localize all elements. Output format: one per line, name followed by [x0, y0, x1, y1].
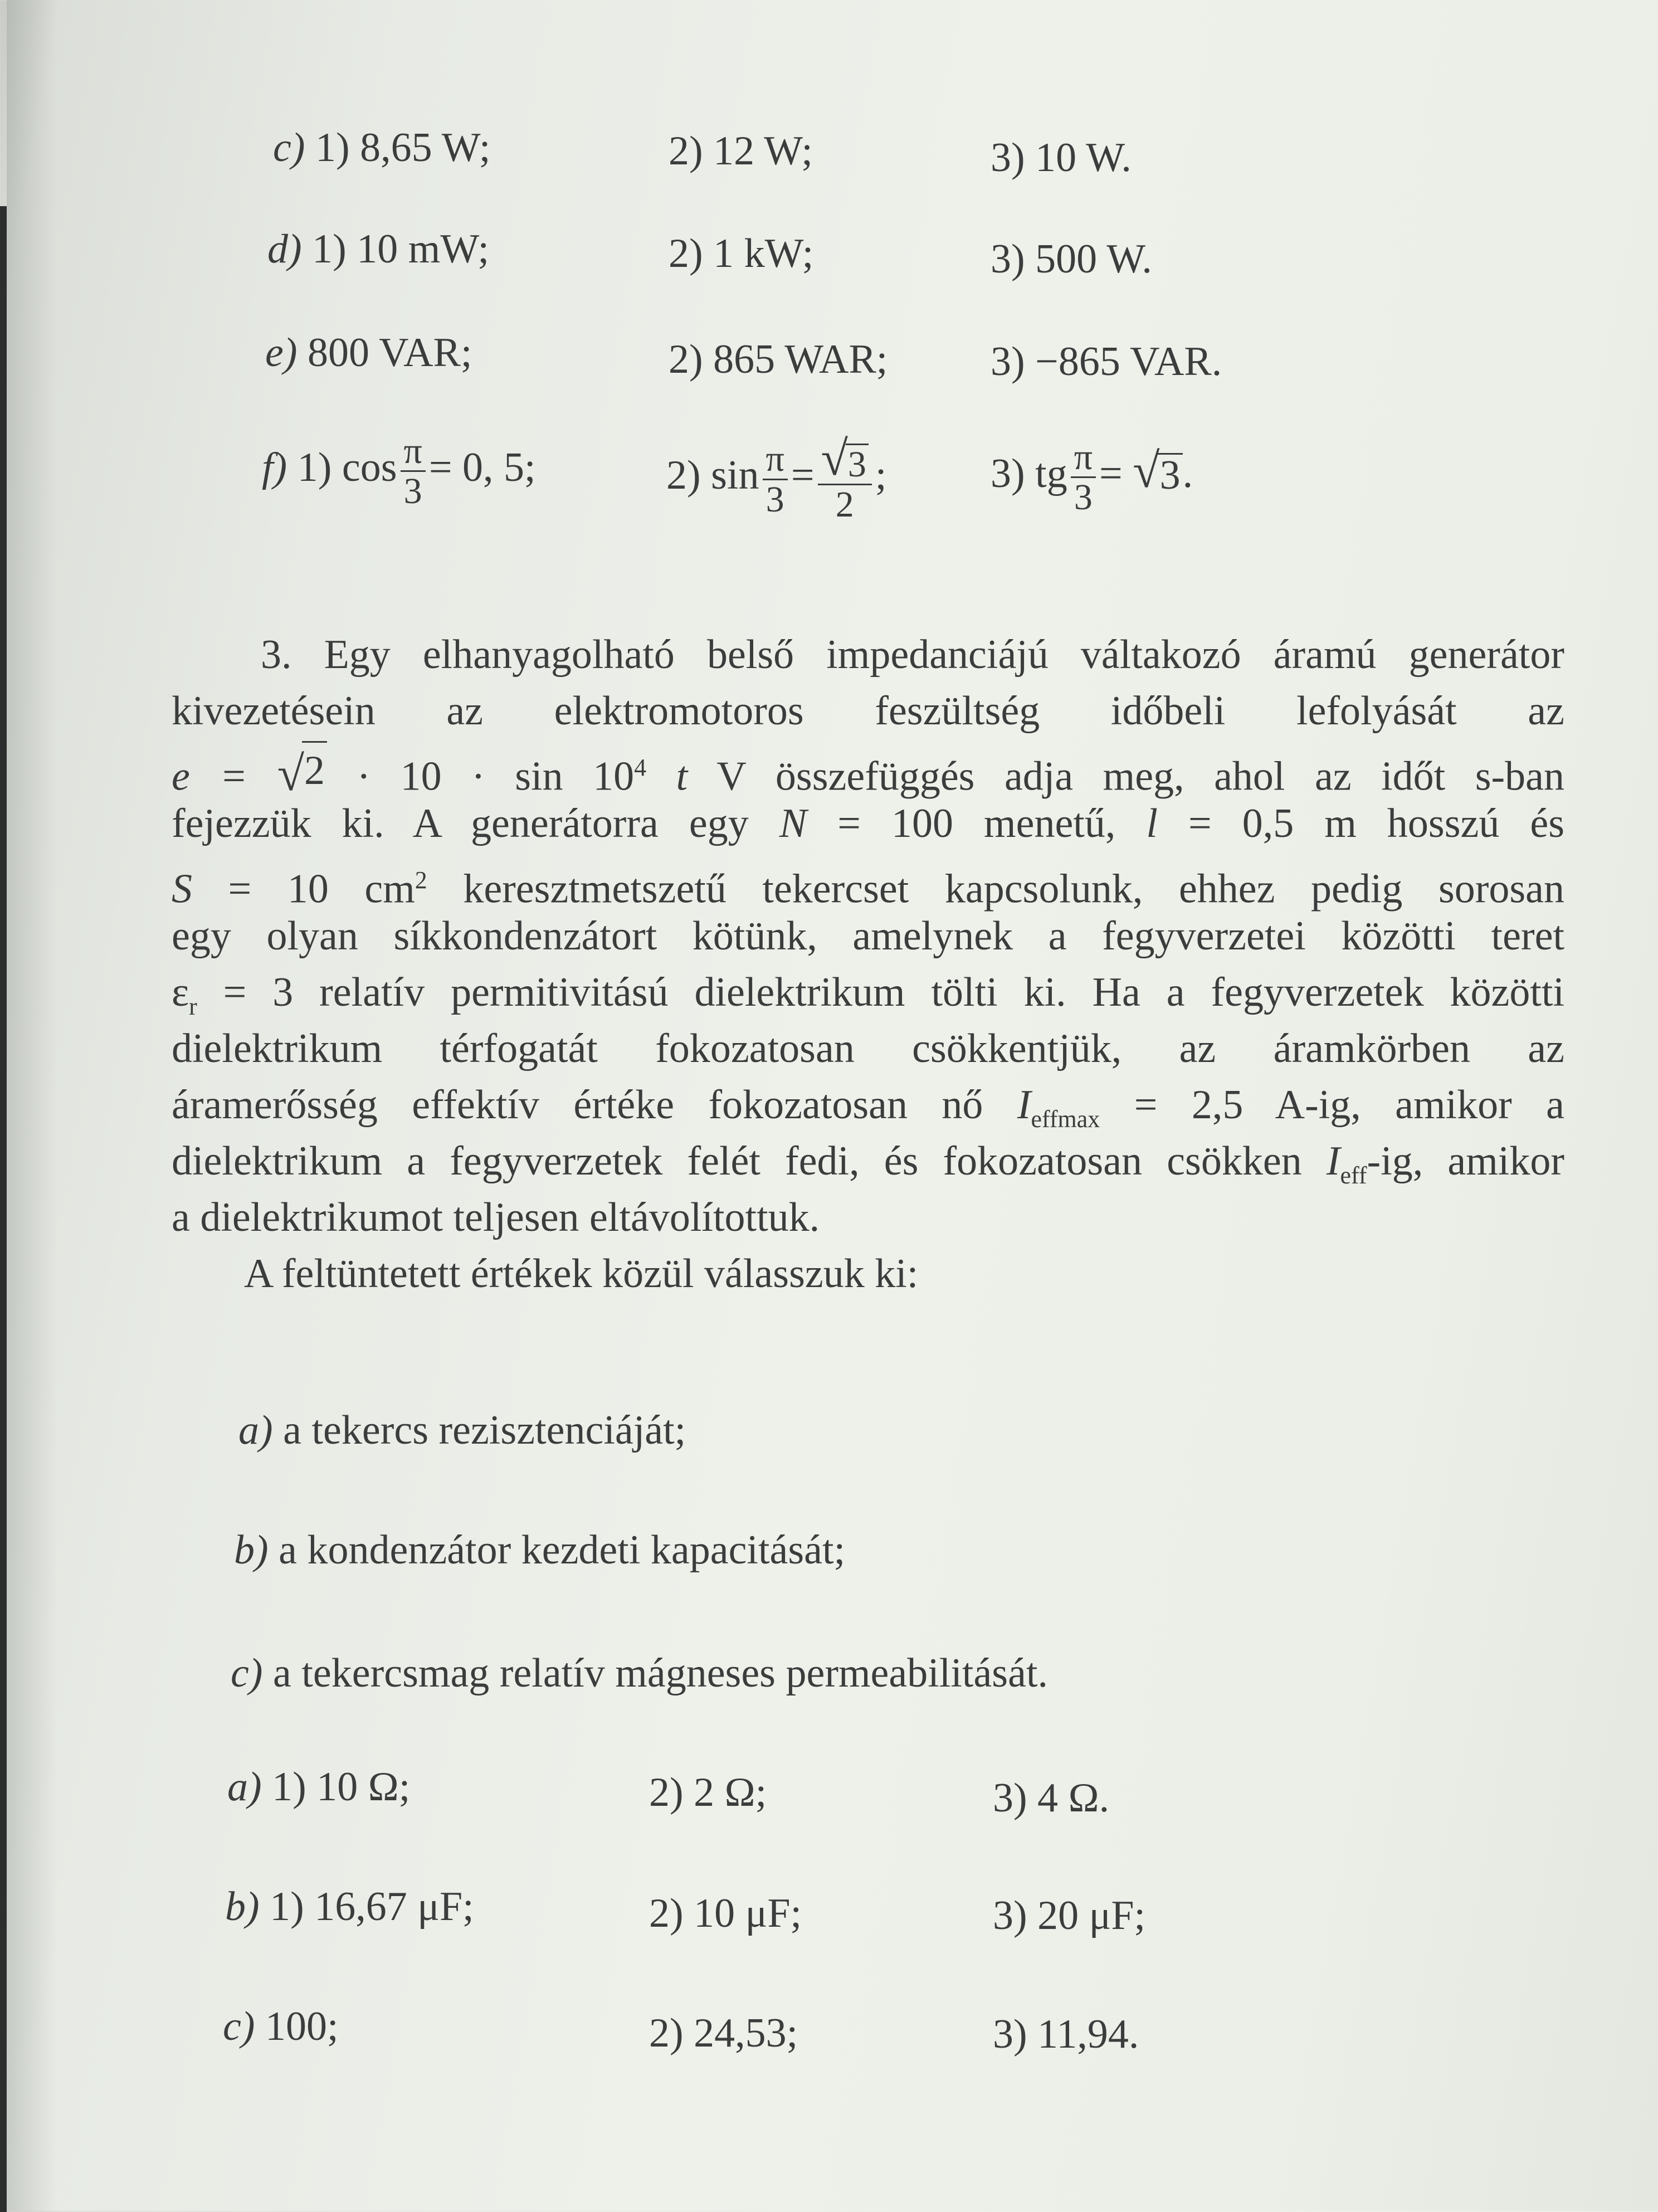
sqrt-sign: √ 2: [277, 741, 327, 799]
answer-row-a: [227, 1764, 411, 1810]
answer-row-b-col2: [649, 1893, 802, 1934]
problem-line: 3. Egy elhanyagolható belső impedanciájú váltakozó áramú generátor: [261, 632, 1564, 678]
option-row-f-col3: 3) tg $\frac{\pi}{3}$ = √ 3 .: [991, 437, 1193, 518]
option-row-d: [267, 228, 489, 270]
answer-value-2: 2) 10 μF;: [649, 1891, 802, 1936]
answer-value-3: 3) 4 Ω.: [993, 1775, 1110, 1821]
problem-line: $\varepsilon_r = 3$ relatív permitivitású dielektrikum tölti ki. Ha a fegyverzetek közötti: [172, 969, 1564, 1020]
answer-value-2: 2) 24,53;: [649, 2010, 798, 2056]
option-label: f): [262, 444, 287, 490]
problem-line: fejezzük ki. A generátorra egy N = 100 menetű, l = 0,5 m hosszú és: [172, 801, 1565, 846]
question-text: a tekercs rezisztenciáját;: [283, 1407, 686, 1453]
answer-row-b: [225, 1884, 474, 1930]
option-value-1: 1) 8,65 W;: [315, 125, 491, 170]
option-row-f: [262, 432, 536, 511]
answer-row-c-col2: [649, 2010, 798, 2056]
answer-label: a): [227, 1764, 262, 1810]
answer-value-1: 1) 16,67 μF;: [270, 1884, 474, 1930]
answer-row-c-col3: [993, 2011, 1139, 2057]
option-value-2: 2) 12 W;: [669, 128, 813, 174]
option-value-1: 1) 10 mW;: [312, 226, 490, 272]
sqrt-sign: √ 3: [1133, 447, 1182, 496]
problem-line-formula: e = √ 2 · $10 \cdot \sin 10^4$ t V összefüggés adja meg, ahol az időt s-ban: [172, 739, 1564, 796]
question-text: a kondenzátor kezdeti kapacitását;: [279, 1527, 846, 1573]
option-row-e: [265, 330, 472, 376]
sqrt-sign: √ 3: [821, 435, 869, 484]
problem-line: S = 10 $cm^2$ keresztmetszetű tekercset kapcsolunk, ehhez pedig sorosan: [172, 866, 1565, 912]
option-row-f-col2: 2) sin $\frac{\pi}{3}$ = √ 3 2 ;: [666, 432, 887, 525]
problem-line: dielektrikum a fegyverzetek felét fedi, és fokozatosan csökken $I_{eff}-ig$, amikor: [172, 1138, 1564, 1189]
question-label: b): [234, 1527, 269, 1573]
problem-line: áramerősség effektív értéke fokozatosan nő $I_{effmax} = 2,5$ A-ig, amikor a: [172, 1082, 1565, 1133]
option-value-2: 2) 1 kW;: [669, 231, 814, 276]
answer-label: c): [223, 2004, 255, 2049]
option-label: c): [273, 125, 305, 170]
answer-value-1: 100;: [265, 2004, 339, 2049]
question-c: [231, 1650, 1049, 1696]
option-value-1: 800 VAR;: [308, 330, 472, 376]
fraction-root3-over-2: √ 3 2: [818, 435, 872, 524]
question-label: c): [231, 1650, 263, 1696]
question-b: [234, 1529, 845, 1571]
sin-expression: 2) sin: [666, 452, 759, 499]
cos-result: = 0, 5;: [428, 444, 536, 490]
problem-line: a dielektrikumot teljesen eltávolítottuk.: [172, 1195, 820, 1240]
option-row-e-col2: [669, 339, 887, 380]
fraction-pi-over-3: $\frac{\pi}{3}$: [1071, 438, 1096, 517]
answer-row-c: [223, 2006, 339, 2047]
question-label: a): [238, 1407, 273, 1453]
option-row-d-col3: [991, 238, 1152, 280]
answer-value-3: 3) 11,94.: [993, 2011, 1139, 2057]
fraction-pi-over-3: $\frac{\pi}{3}$: [401, 432, 426, 511]
answer-label: b): [225, 1884, 260, 1930]
option-value-3: 3) −865 VAR.: [991, 339, 1222, 384]
option-row-c-col2: [669, 130, 813, 172]
option-row-c-col3: [991, 135, 1132, 181]
option-label: d): [267, 226, 302, 272]
answer-value-3: 3) 20 μF;: [993, 1893, 1146, 1938]
option-value-3: 3) 10 W.: [991, 135, 1132, 181]
page-gutter-shadow: [7, 0, 57, 2211]
option-value-3: 3) 500 W.: [991, 236, 1152, 282]
answer-value-1: 1) 10 Ω;: [272, 1764, 411, 1810]
page-edge: [0, 206, 7, 2212]
cos-expression: 1) cos: [297, 444, 397, 490]
option-value-2: 2) 865 WAR;: [669, 337, 888, 382]
problem-line: kivezetésein az elektromotoros feszültség időbeli lefolyását az: [172, 688, 1564, 734]
answer-row-b-col3: [993, 1895, 1145, 1936]
answer-value-2: 2) 2 Ω;: [649, 1770, 767, 1815]
fraction-pi-over-3: $\frac{\pi}{3}$: [763, 440, 788, 519]
problem-line: A feltüntetett értékek közül válasszuk ki:: [244, 1251, 919, 1297]
answer-row-a-col2: [649, 1772, 767, 1813]
problem-line: dielektrikum térfogatát fokozatosan csökkentjük, az áramkörben az: [172, 1026, 1564, 1071]
option-label: e): [265, 330, 298, 376]
option-row-c: [273, 127, 490, 168]
tg-expression: 3) tg: [991, 450, 1067, 496]
problem-line: egy olyan síkkondenzátort kötünk, amelynek a fegyverzetei közötti teret: [172, 913, 1564, 959]
question-text: a tekercsmag relatív mágneses permeabilitását.: [273, 1650, 1049, 1696]
problem-paragraph: [172, 627, 1564, 1302]
option-row-d-col2: [669, 233, 813, 274]
option-row-e-col3: [991, 341, 1222, 382]
question-a: [238, 1407, 686, 1453]
answer-row-a-col3: [993, 1777, 1109, 1819]
